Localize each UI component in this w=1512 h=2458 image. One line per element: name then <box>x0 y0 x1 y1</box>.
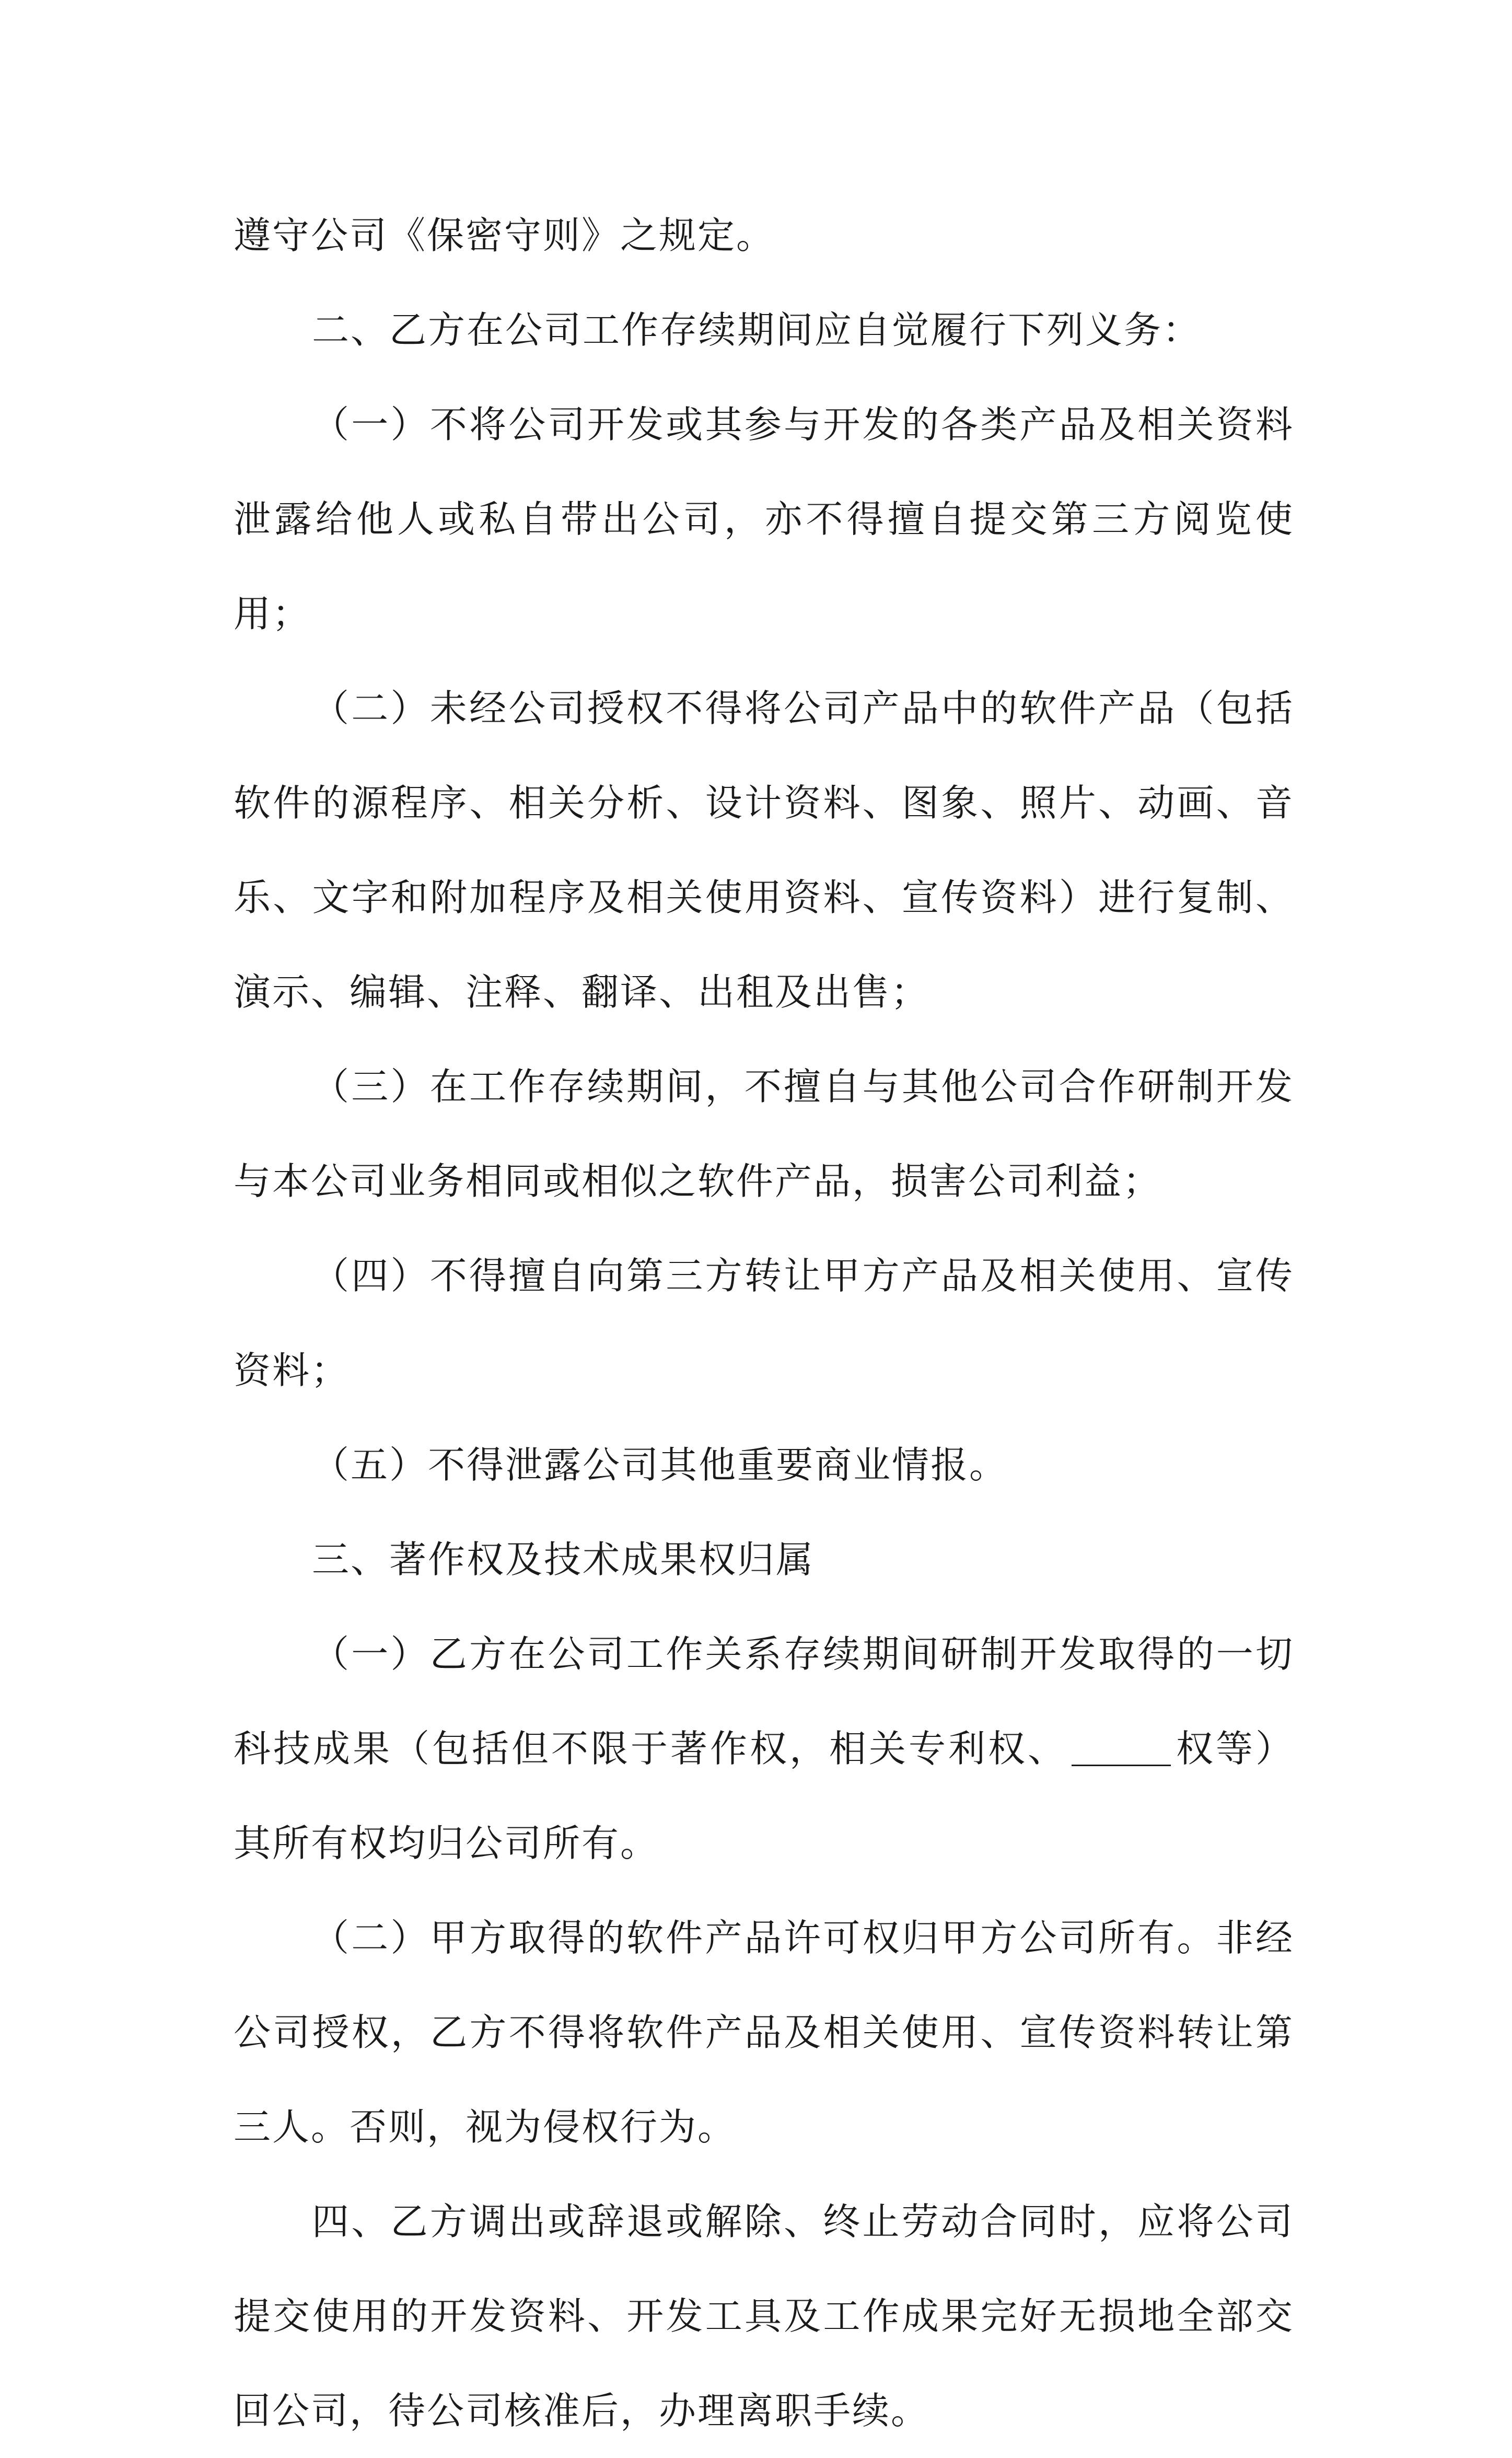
paragraph-item-3-1 <box>234 1607 1294 1891</box>
paragraph-item-2-4: （四）不得擅自向第三方转让甲方产品及相关使用、宣传资料； <box>234 1254 1294 1392</box>
paragraph-item-3-2: （二）甲方取得的软件产品许可权归甲方公司所有。非经公司授权，乙方不得将软件产品及相关使用、宣传资料转让第三人。否则，视为侵权行为。 <box>234 1916 1294 2149</box>
paragraph-continuation: 遵守公司《保密守则》之规定。 <box>234 214 775 257</box>
document-body <box>234 188 1294 2458</box>
paragraph-item-3-1-before: （一）乙方在公司工作关系存续期间研制开发取得的一切科技成果（包括但不限于著作权，相关专利权、 <box>234 1632 1294 1770</box>
paragraph-section-3-heading: 三、著作权及技术成果权归属 <box>312 1538 815 1581</box>
fill-in-blank <box>1072 1727 1171 1766</box>
paragraph-item-2-2: （二）未经公司授权不得将公司产品中的软件产品（包括软件的源程序、相关分析、设计资料、图象、照片、动画、音乐、文字和附加程序及相关使用资料、宣传资料）进行复制、演示、编辑、注释、翻译、出租及出售； <box>234 687 1294 1014</box>
paragraph-item-3-1-after: 权等）其所有权均归公司所有。 <box>234 1727 1294 1865</box>
paragraph-item-2-1: （一）不将公司开发或其参与开发的各类产品及相关资料泄露给他人或私自带出公司，亦不得擅自提交第三方阅览使用； <box>234 403 1294 635</box>
paragraph-section-4: 四、乙方调出或辞退或解除、终止劳动合同时，应将公司提交使用的开发资料、开发工具及工作成果完好无损地全部交回公司，待公司核准后，办理离职手续。 <box>234 2200 1294 2432</box>
paragraph-section-2-heading: 二、乙方在公司工作存续期间应自觉履行下列义务： <box>312 308 1202 352</box>
paragraph-item-2-5: （五）不得泄露公司其他重要商业情报。 <box>312 1443 1008 1487</box>
paragraph-item-2-3: （三）在工作存续期间，不擅自与其他公司合作研制开发与本公司业务相同或相似之软件产品，损害公司利益； <box>234 1065 1294 1203</box>
